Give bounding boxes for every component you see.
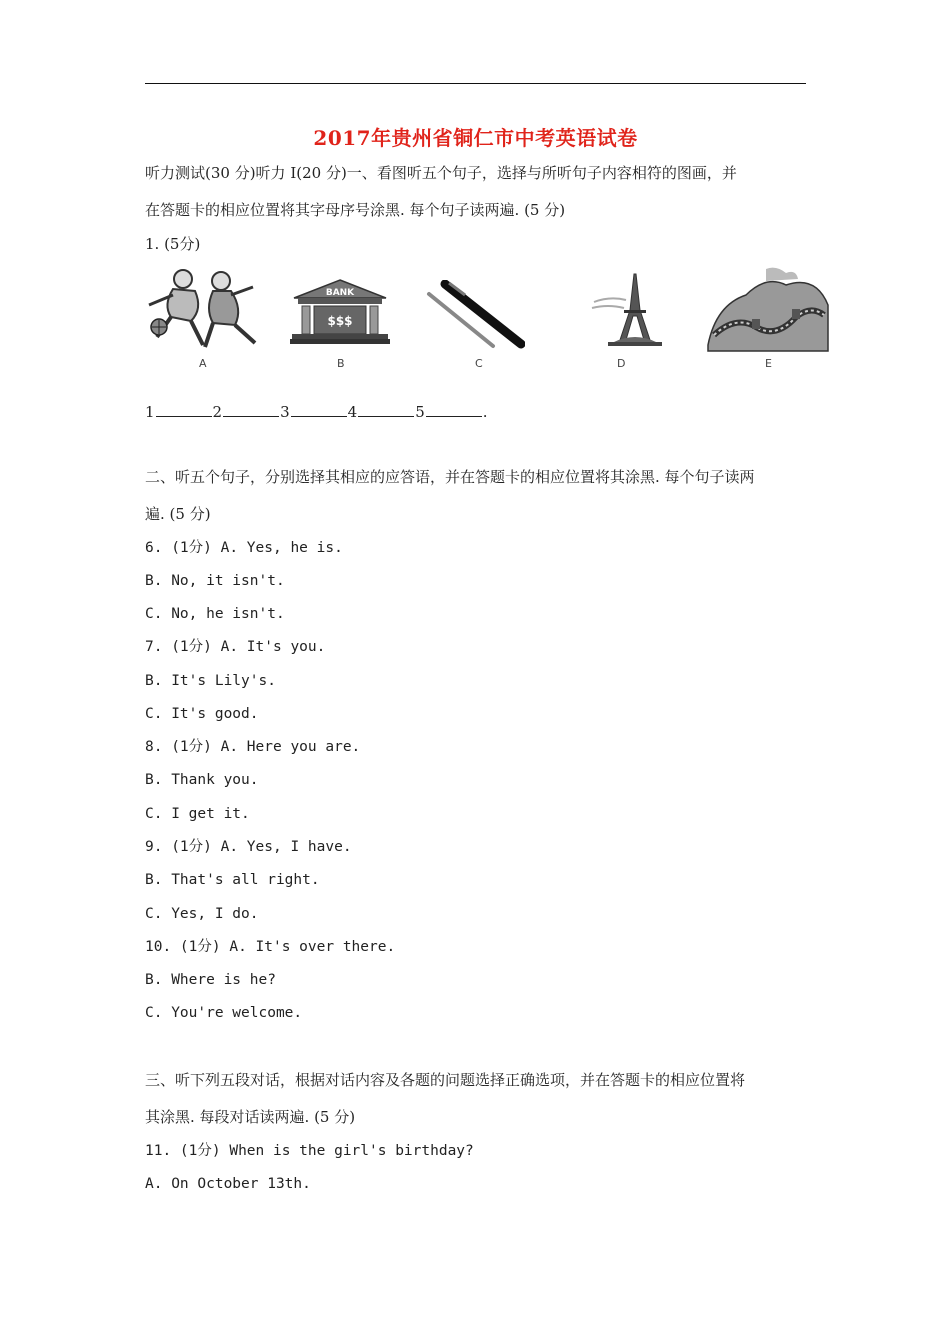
question-1-header: 1. (5分) (145, 235, 201, 253)
answer-blank-2[interactable] (223, 401, 279, 417)
list-item: B. Thank you. (145, 772, 259, 788)
section-3-line-2: 其涂黑. 每段对话读两遍. (5 分) (145, 1108, 356, 1126)
list-item: 7. (1分) A. It's you. (145, 639, 326, 655)
list-item: 10. (1分) A. It's over there. (145, 939, 396, 955)
list-item: C. I get it. (145, 806, 250, 822)
blank-number-3: 3 (280, 403, 290, 421)
answer-blanks-row (145, 401, 488, 422)
blank-number-1: 1 (145, 403, 155, 421)
list-item: C. It's good. (145, 706, 259, 722)
bank-building-icon (290, 278, 390, 344)
section-3-line-1: 三、听下列五段对话，根据对话内容及各题的问题选择正确选项，并在答题卡的相应位置将 (145, 1071, 746, 1089)
list-item: 6. (1分) A. Yes, he is. (145, 540, 343, 556)
list-item: B. That's all right. (145, 872, 320, 888)
list-item: B. No, it isn't. (145, 573, 285, 589)
list-item: A. On October 13th. (145, 1176, 311, 1192)
intro-line-2: 在答题卡的相应位置将其字母序号涂黑. 每个句子读两遍. (5 分) (145, 201, 566, 219)
bank-money-text: $$$ (327, 314, 353, 328)
section-2-line-1: 二、听五个句子，分别选择其相应的应答语，并在答题卡的相应位置将其涂黑. 每个句子读两 (145, 468, 755, 486)
blank-number-4: 4 (347, 403, 358, 421)
section-2-line-2: 遍. (5 分) (145, 505, 211, 523)
bank-sign-text: BANK (325, 288, 355, 298)
list-item: B. It's Lily's. (145, 673, 276, 689)
header-rule (145, 83, 806, 84)
list-item: C. You're welcome. (145, 1005, 303, 1021)
answer-blank-4[interactable] (358, 401, 414, 417)
blank-number-5: 5 (415, 403, 425, 421)
image-label-a: A (199, 357, 207, 370)
eiffel-tower-icon (590, 270, 680, 348)
image-label-d: D (617, 357, 626, 370)
list-item: 9. (1分) A. Yes, I have. (145, 839, 352, 855)
kids-playing-ball-icon (143, 265, 263, 355)
list-item: C. No, he isn't. (145, 606, 285, 622)
blanks-end: . (482, 403, 488, 421)
answer-blank-5[interactable] (426, 401, 482, 417)
list-item: C. Yes, I do. (145, 906, 259, 922)
page-title: 2017年贵州省铜仁市中考英语试卷 (313, 126, 638, 150)
answer-blank-1[interactable] (156, 401, 212, 417)
image-label-e: E (765, 357, 772, 370)
blank-number-2: 2 (212, 403, 223, 421)
image-label-c: C (475, 357, 483, 370)
image-label-b: B (337, 357, 345, 370)
intro-line-1: 听力测试(30 分)听力 I(20 分)一、看图听五个句子，选择与所听句子内容相符的图画，并 (145, 164, 737, 182)
list-item: 11. (1分) When is the girl's birthday? (145, 1143, 474, 1159)
list-item: B. Where is he? (145, 972, 276, 988)
pen-pencil-icon (425, 280, 525, 350)
answer-blank-3[interactable] (291, 401, 347, 417)
great-wall-icon (706, 265, 830, 355)
list-item: 8. (1分) A. Here you are. (145, 739, 361, 755)
